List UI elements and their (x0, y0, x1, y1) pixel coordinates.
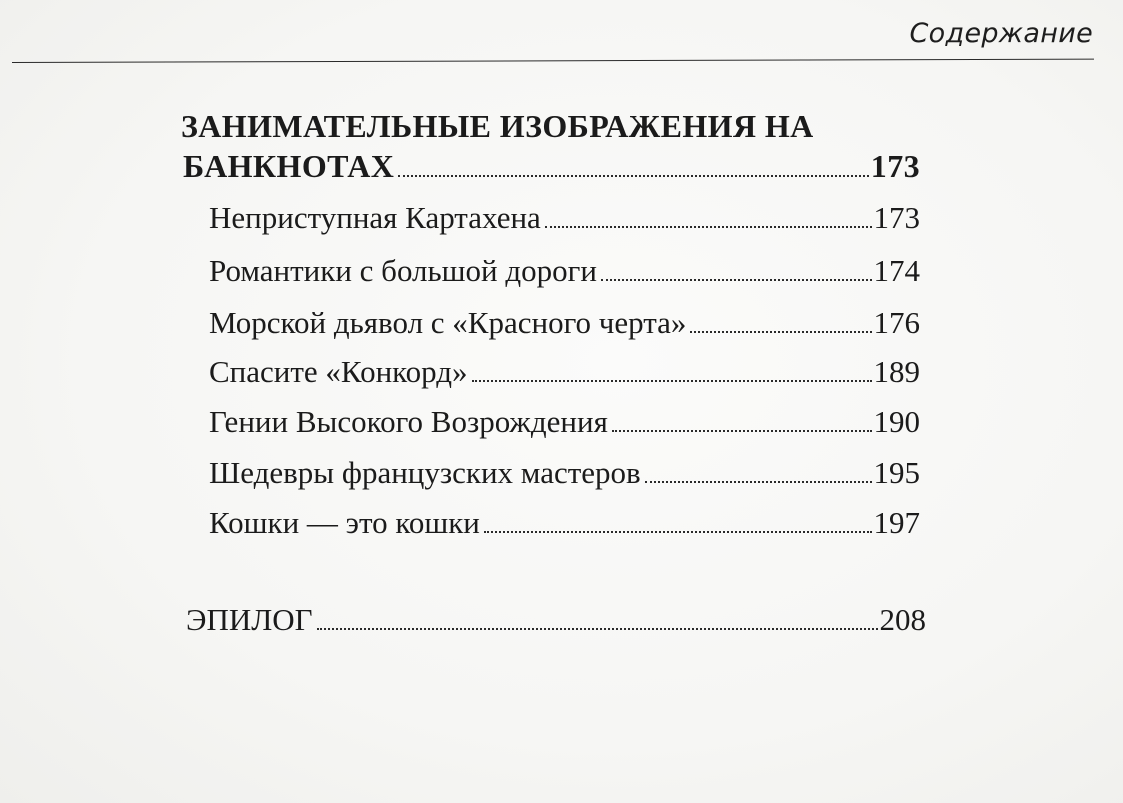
toc-entry-title: Кошки — это кошки (209, 505, 480, 540)
toc-entry-title: Спасите «Конкорд» (209, 354, 468, 389)
epilog-page-number: 208 (879, 602, 926, 637)
toc-entry-page: 195 (873, 455, 920, 490)
dot-leader (645, 481, 872, 483)
toc-entry-title: Романтики с большой дороги (209, 253, 597, 288)
toc-entry-title: Шедевры французских мастеров (209, 455, 641, 490)
toc-section-entry (183, 148, 920, 185)
toc-entry-page: 190 (873, 404, 920, 439)
toc-entry-title: Гении Высокого Возрождения (209, 404, 608, 439)
running-header: Содержание (909, 18, 1093, 49)
toc-entry (209, 354, 920, 390)
epilog-title: ЭПИЛОГ (186, 602, 313, 637)
dot-leader (472, 380, 872, 382)
toc-entry-page: 174 (873, 253, 920, 288)
dot-leader (690, 331, 871, 333)
section-title-line1: ЗАНИМАТЕЛЬНЫЕ ИЗОБРАЖЕНИЯ НА (181, 108, 814, 144)
toc-entry (209, 200, 920, 236)
toc-entry-title: Неприступная Картахена (209, 200, 541, 235)
dot-leader (398, 175, 869, 177)
toc-entry (209, 404, 920, 440)
toc-epilog-entry (186, 602, 926, 638)
toc-entry-page: 189 (873, 354, 920, 389)
toc-entry (209, 253, 920, 289)
toc-entry-title: Морской дьявол с «Красного черта» (209, 305, 687, 340)
toc-entry (209, 305, 920, 341)
dot-leader (484, 531, 872, 533)
toc-entry (209, 455, 920, 491)
toc-entry-page: 173 (873, 200, 920, 235)
section-title-line2: БАНКНОТАХ (183, 148, 395, 184)
toc-entry-page: 176 (873, 305, 920, 340)
dot-leader (545, 226, 872, 228)
dot-leader (612, 430, 872, 432)
dot-leader (317, 628, 878, 630)
toc-entry (209, 505, 920, 541)
toc-entry-page: 197 (873, 505, 920, 540)
dot-leader (601, 279, 872, 281)
section-page-number: 173 (870, 148, 920, 184)
